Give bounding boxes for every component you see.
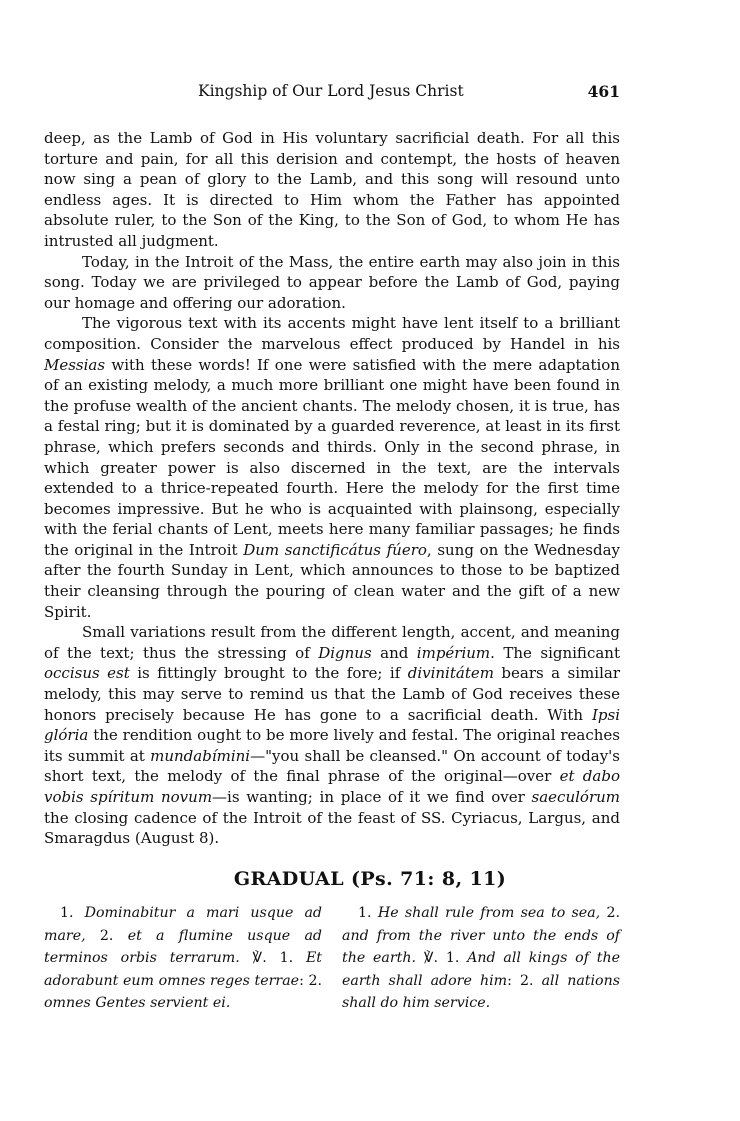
verse-text: all nations shall do him service. [342,972,620,1011]
italic-phrase: Messias [44,355,106,374]
italic-phrase: saeculórum [531,788,620,806]
italic-phrase: Dignus [318,643,372,662]
italic-phrase: Ipsi glória [44,705,620,745]
body-paragraph [44,128,620,252]
gradual-english-column [342,902,620,1015]
verse-number: 1. [358,905,378,921]
verse-number: ℣. 1. [252,950,306,966]
page-number: 461 [587,82,620,101]
text-run: , sung on the Wednesday after the fourth Sunday in Lent, which announces to those to be baptized their cleansing through the pouring of clean water and the gift of a new Spirit. [44,540,621,621]
text-run: the rendition ought to be more lively and festal. The original reaches its summit at [44,726,620,765]
text-run: The vigorous text with its accents might have lent itself to a brilliant composition. Consider the marvelous effect produced by Handel in his [44,314,620,353]
verse-number: 1. [60,905,85,921]
text-run: with these words! If one were satisfied with the mere adaptation of an existing melody, a much more brilliant one might have been found in the profuse wealth of the ancient chants. The melody chosen, it is true, has a festal ring; but it is dominated by a guarded reverence, at least in its first phrase, which prefers seconds and thirds. Only in the second phrase, in which greater power is also discerned in the text, are the intervals extended to a thrice-repeated fourth. Here the melody for the first time becomes impressive. But he who is acquainted with plainsong, especially with the ferial chants of Lent, meets here many familiar passages; he finds the original in the Introit [44,355,620,559]
text-run: bears a similar melody, this may serve to remind us that the Lamb of God receives these honors precisely because He has gone to a sacrificial death. With [44,664,620,724]
running-title: Kingship of Our Lord Jesus Christ [198,82,464,100]
running-head [44,82,620,104]
text-run: and [371,643,417,662]
verse-text: omnes Gentes servient ei. [44,995,231,1011]
italic-phrase: Dum sanctificátus fúero [243,540,427,559]
verse-text: Et adorabunt eum omnes reges terrae [44,950,322,989]
verse-text: Dominabitur a mari usque ad mare, [44,905,323,944]
verse-number: : 2. [299,972,323,989]
verse-number: 2. [606,905,620,921]
text-run: is fittingly brought to the fore; if [129,664,408,683]
verse-text: And all kings of the earth shall adore him [342,950,620,989]
gradual-latin-text [44,902,322,1015]
text-run: —is wanting; in place of it we find over [212,788,532,806]
body-paragraph [44,252,620,314]
verse-number: ℣. 1. [423,950,468,966]
body-paragraph [44,622,620,849]
italic-phrase: impérium [416,643,491,662]
verse-number: : 2. [507,972,542,989]
gradual-english-text [342,902,620,1015]
text-run: the closing cadence of the Introit of the feast of SS. Cyriacus, Largus, and Smaragdus (August 8). [44,808,620,848]
gradual-heading: GRADUAL (Ps. 71: 8, 11) [233,868,507,890]
verse-text: et a flumine usque ad terminos orbis terrarum. [44,927,323,966]
italic-phrase: et dabo vobis spíritum novum [44,767,620,806]
italic-phrase: mundabímini [150,746,251,765]
verse-number: 2. [99,927,128,944]
text-run: deep, as the Lamb of God in His voluntary sacrificial death. For all this torture and pain, for all this derision and contempt, the hosts of heaven now sing a pean of glory to the Lamb, and this song will resound unto endless ages. It is directed to Him whom the Father has appointed absolute ruler, to the Son of the King, to the Son of God, to whom He has intrusted all judgment. [44,129,620,250]
body-text [44,128,620,849]
verse-text: and from the river unto the ends of the earth. [342,927,620,966]
text-run: . The significant [490,643,620,662]
verse-text: He shall rule from sea to sea, [377,905,607,921]
text-run: Small variations result from the different length, accent, and meaning of the text; thus the stressing of [44,623,620,662]
text-run: Today, in the Introit of the Mass, the entire earth may also join in this song. Today we are privileged to appear before the Lamb of God, paying our homage and offering our adoration. [44,252,620,312]
italic-phrase: divinitátem [407,664,494,683]
gradual-latin-column [44,902,322,1015]
italic-phrase: occisus est [44,664,130,683]
text-run: —"you shall be cleansed." On account of today's short text, the melody of the final phrase of the original—over [44,746,620,786]
body-paragraph [44,313,620,622]
